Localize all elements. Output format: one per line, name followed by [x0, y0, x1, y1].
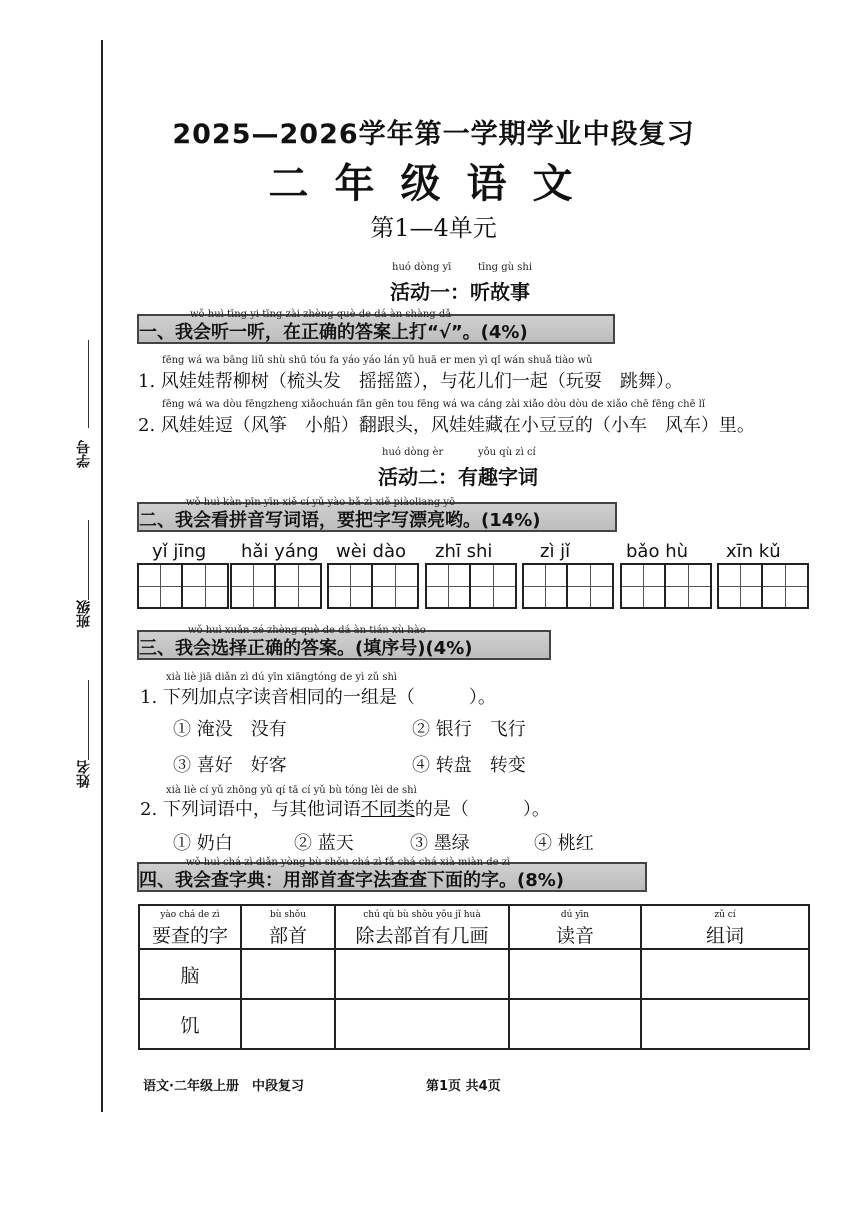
header-strokes: chú qù bù shǒu yǒu jǐ huà 除去部首有几画 — [335, 905, 509, 949]
answer-cell[interactable] — [241, 999, 335, 1049]
answer-cell[interactable] — [509, 999, 641, 1049]
header-word: zǔ cí 组词 — [641, 905, 809, 949]
header-char: yào chá de zì 要查的字 — [139, 905, 241, 949]
s3-q2-option-2[interactable]: ② 蓝天 — [294, 833, 354, 854]
writing-grid-2[interactable] — [230, 563, 322, 609]
section2-title: 二、我会看拼音写词语，要把字写漂亮哟。(14%) — [139, 510, 541, 531]
name-line — [88, 680, 89, 760]
student-id-label: 学号 — [76, 440, 92, 468]
word-pinyin-1: yǐ jīng — [152, 541, 207, 562]
char-cell: 饥 — [139, 999, 241, 1049]
not-same-underline: 不同类 — [360, 799, 415, 820]
word-pinyin-6: bǎo hù — [626, 541, 689, 562]
s1-q2-pinyin: fēng wá wa dòu fēngzheng xiǎochuán fān gēn tou fēng wá wa cáng zài xiǎo dòu dòu de xiǎo chē fēng chē lǐ — [162, 399, 706, 410]
s1-question-1[interactable]: 1. 风娃娃帮柳树（梳头发 摇摇篮），与花儿们一起（玩耍 跳舞）。 — [138, 371, 683, 392]
s1-question-2[interactable]: 2. 风娃娃逗（风筝 小船）翻跟头，风娃娃藏在小豆豆的（小车 风车）里。 — [138, 415, 755, 436]
s3-q2-option-3[interactable]: ③ 墨绿 — [410, 833, 470, 854]
section3-title: 三、我会选择正确的答案。(填序号)(4%) — [139, 638, 473, 659]
s3-q2-option-4[interactable]: ④ 桃红 — [534, 833, 594, 854]
activity2-pinyin-b: yǒu qù zì cí — [478, 447, 536, 458]
answer-cell[interactable] — [509, 949, 641, 999]
header-radical: bù shǒu 部首 — [241, 905, 335, 949]
footer-left: 语文·二年级上册 中段复习 — [143, 1079, 304, 1094]
section3-pinyin: wǒ huì xuǎn zé zhèng què de dá àn tián xù hào — [188, 625, 426, 636]
section1-title: 一、我会听一听，在正确的答案上打“√”。(4%) — [139, 322, 528, 343]
s3-question-1[interactable]: 1. 下列加点字读音相同的一组是（ ）。 — [140, 687, 496, 708]
class-line — [88, 520, 89, 600]
s3-q1-option-3[interactable]: ③ 喜好 好客 — [173, 755, 287, 776]
section4-title: 四、我会查字典：用部首查字法查查下面的字。(8%) — [139, 870, 565, 891]
word-pinyin-5: zì jǐ — [540, 541, 571, 562]
activity1-pinyin-a: huó dòng yī — [392, 262, 452, 273]
class-label: 班级 — [76, 600, 92, 628]
s3-q1-option-1[interactable]: ① 淹没 没有 — [173, 719, 287, 740]
section4-pinyin: wǒ huì chá zì diǎn yòng bù shǒu chá zì fǎ chá chá xià miàn de zì — [186, 857, 511, 868]
s3-q1-option-2[interactable]: ② 银行 飞行 — [412, 719, 526, 740]
s1-q1-pinyin: fēng wá wa bāng liǔ shù shū tóu fa yáo yáo lán yǔ huā er men yì qǐ wán shuǎ tiào wǔ — [162, 355, 593, 366]
s3-q1-pinyin: xià liè jiā diǎn zì dú yīn xiāngtóng de yì zǔ shì — [166, 672, 398, 683]
answer-cell[interactable] — [641, 949, 809, 999]
word-pinyin-3: wèi dào — [336, 541, 406, 562]
activity1-title: 活动一：听故事 — [390, 280, 530, 304]
activity2-pinyin-a: huó dòng èr — [382, 447, 444, 458]
word-pinyin-4: zhī shi — [435, 541, 493, 562]
subject-title: 二年级语文 — [268, 161, 599, 207]
page-number: 第1页 共4页 — [426, 1079, 501, 1094]
char-cell: 脑 — [139, 949, 241, 999]
s3-q2-pinyin: xià liè cí yǔ zhōng yǔ qí tā cí yǔ bù tóng lèi de shì — [166, 785, 417, 796]
writing-grid-3[interactable] — [327, 563, 419, 609]
activity1-pinyin-b: tīng gù shi — [478, 262, 533, 273]
exam-title: 2025—2026学年第一学期学业中段复习 — [172, 119, 695, 150]
activity2-title: 活动二：有趣字词 — [378, 465, 538, 489]
answer-cell[interactable] — [241, 949, 335, 999]
table-header-row — [139, 905, 809, 949]
table-row — [139, 949, 809, 999]
s3-question-2[interactable]: 2. 下列词语中，与其他词语不同类的是（ ）。 — [140, 799, 550, 820]
word-pinyin-2: hǎi yáng — [241, 541, 319, 562]
answer-cell[interactable] — [641, 999, 809, 1049]
dictionary-table — [138, 904, 810, 1050]
writing-grid-4[interactable] — [425, 563, 517, 609]
writing-grid-1[interactable] — [137, 563, 229, 609]
writing-grid-6[interactable] — [620, 563, 712, 609]
student-id-line — [88, 340, 89, 428]
units-title: 第1—4单元 — [370, 214, 497, 242]
answer-cell[interactable] — [335, 949, 509, 999]
name-label: 姓名 — [76, 760, 92, 788]
header-reading: dú yīn 读音 — [509, 905, 641, 949]
s3-q2-option-1[interactable]: ① 奶白 — [173, 833, 233, 854]
writing-grid-5[interactable] — [522, 563, 614, 609]
section1-pinyin: wǒ huì tīng yi tīng zài zhèng què de dá àn shàng dǎ — [190, 309, 452, 320]
section2-pinyin: wǒ huì kàn pīn yīn xiě cí yǔ yào bǎ zì xiě piàoliang yō — [186, 497, 456, 508]
writing-grid-7[interactable] — [717, 563, 809, 609]
table-row — [139, 999, 809, 1049]
word-pinyin-7: xīn kǔ — [726, 541, 781, 562]
s3-q1-option-4[interactable]: ④ 转盘 转变 — [412, 755, 526, 776]
answer-cell[interactable] — [335, 999, 509, 1049]
